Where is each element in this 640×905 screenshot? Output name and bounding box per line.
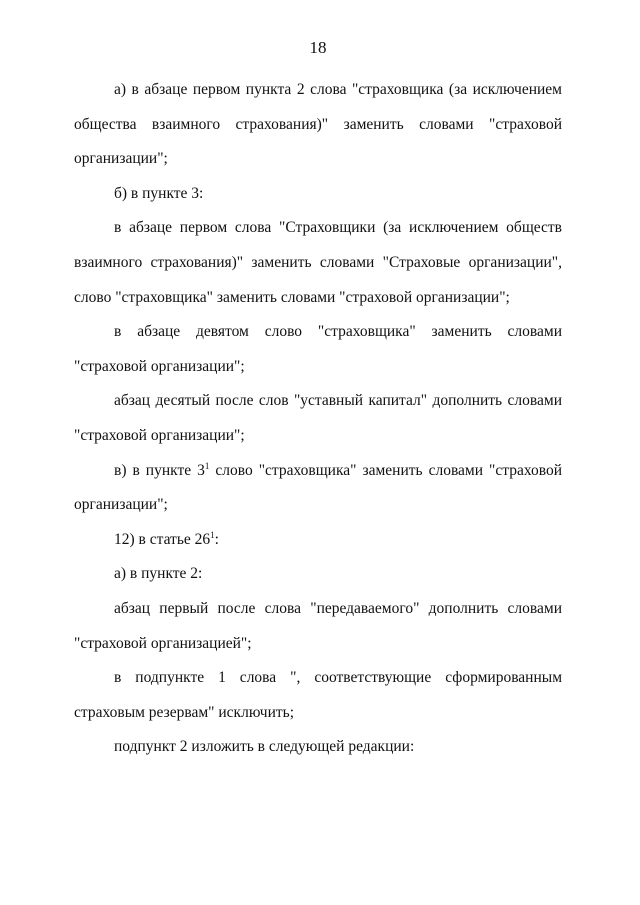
page-number: 18 — [309, 38, 327, 57]
paragraph-a-clause-2-sub: а) в пункте 2: — [114, 565, 203, 583]
paragraph-12-article-26-1 — [74, 523, 562, 558]
paragraph-ninth-abzac: в абзаце девятом слово "страховщика" заменить словами "страховой организации"; — [74, 323, 562, 375]
paragraph-v-clause-3-1 — [74, 454, 562, 523]
paragraph-tenth-abzac: абзац десятый после слов "уставный капитал" дополнить словами "страховой организации"; — [74, 392, 562, 444]
paragraph-v-text-after: слово "страховщика" заменить словами "страховой организации"; — [74, 461, 563, 514]
superscript-1: 1 — [204, 460, 210, 471]
paragraph-subclause-2: подпункт 2 изложить в следующей редакции: — [114, 738, 415, 756]
paragraph-first-abzac: в абзаце первом слова "Страховщики (за исключением обществ взаимного страхования)" заменить словами "Страховые организации", слово "страховщика" заменить словами "страховой организации"; — [74, 219, 562, 306]
paragraph-b-clause-3: б) в пункте 3: — [114, 184, 204, 202]
paragraph-first-abzac-transferred: абзац первый после слова "передаваемого" дополнить словами "страховой организацией"; — [74, 599, 562, 652]
paragraph-12-text-after: : — [214, 530, 219, 548]
superscript-1: 1 — [210, 529, 215, 540]
paragraph-subclause-1: в подпункте 1 слова ", соответствующие сформированным страховым резервам" исключить; — [74, 669, 562, 721]
paragraph-v-text-before: в) в пункте 3 — [114, 461, 205, 479]
paragraph-a-clause-2: а) в абзаце первом пункта 2 слова "страховщика (за исключением общества взаимного страхования)" заменить словами "страховой организации"; — [74, 81, 562, 168]
paragraph-12-text-before: 12) в статье 26 — [114, 530, 211, 548]
